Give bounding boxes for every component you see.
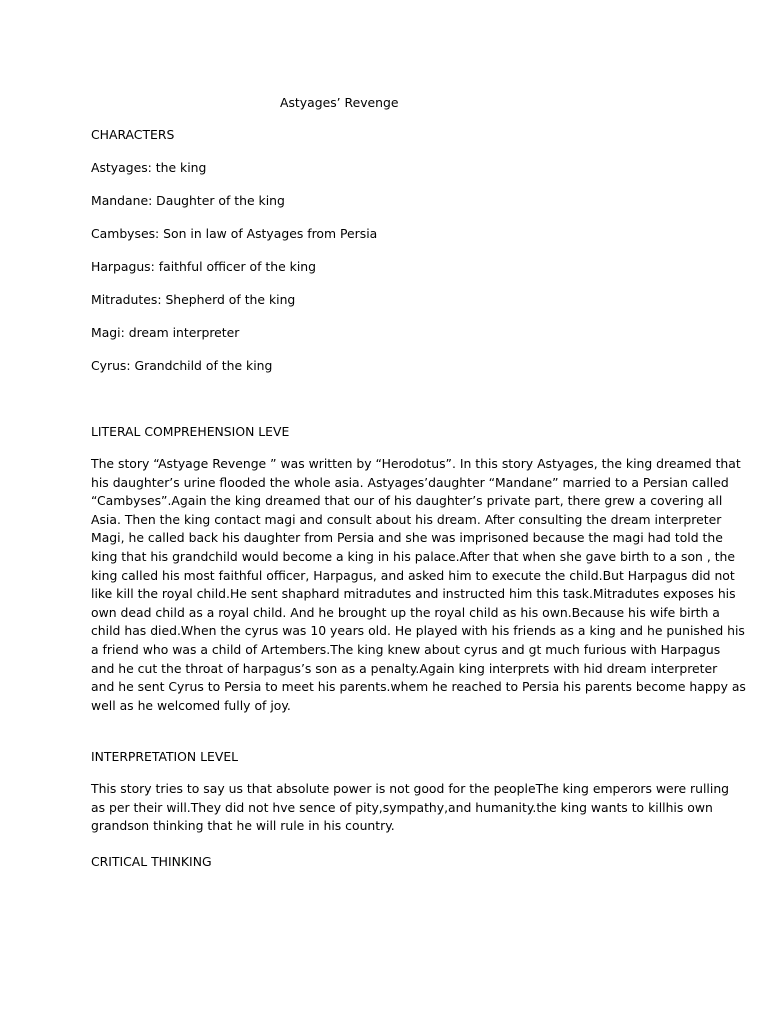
paragraph-line: a friend who was a child of Artembers.The king knew about cyrus and gt much furious with Harpagus: [91, 641, 721, 657]
paragraph-line: and he cut the throat of harpagus’s son as a penalty.Again king interprets with hid dream interpreter: [91, 660, 718, 676]
paragraph-line: child has died.When the cyrus was 10 years old. He played with his friends as a king and he punished his: [91, 623, 745, 639]
character-item: Mandane: Daughter of the king: [91, 193, 285, 208]
paragraph-line: Magi, he called back his daughter from Persia and she was imprisoned because the magi had told the: [91, 530, 723, 546]
paragraph-line: like kill the royal child.He sent shaphard mitradutes and instructed him this task.Mitradutes exposes his: [91, 586, 736, 602]
paragraph-line: king that his grandchild would become a king in his palace.After that when she gave birth to a son , the: [91, 548, 736, 564]
paragraph-line: The story “Astyage Revenge ” was written by “Herodotus”. In this story Astyages, the king dreamed that: [91, 456, 741, 471]
critical-heading: CRITICAL THINKING: [91, 854, 212, 869]
paragraph-line: as per their will.They did not hve sence of pity,sympathy,and humanity.the king wants to killhis own: [91, 799, 713, 815]
document-title: Astyages’ Revenge: [280, 95, 399, 110]
character-item: Cambyses: Son in law of Astyages from Persia: [91, 226, 378, 241]
characters-heading: CHARACTERS: [91, 127, 175, 142]
interpretation-paragraph: [91, 780, 730, 836]
character-item: Mitradutes: Shepherd of the king: [91, 292, 296, 307]
character-item: Magi: dream interpreter: [91, 325, 240, 340]
character-item: Cyrus: Grandchild of the king: [91, 358, 273, 373]
paragraph-line: Asia. Then the king contact magi and consult about his dream. After consulting the dream interpreter: [91, 511, 722, 527]
character-item: Harpagus: faithful officer of the king: [91, 259, 316, 274]
paragraph-line: This story tries to say us that absolute power is not good for the peopleThe king emperors were rulling: [91, 781, 730, 796]
paragraph-line: king called his most faithful officer, Harpagus, and asked him to execute the child.But Harpagus did not: [91, 567, 735, 583]
paragraph-line: grandson thinking that he will rule in his country.: [91, 818, 395, 834]
paragraph-line: “Cambyses”.Again the king dreamed that our of his daughter’s private part, there grew a covering all: [91, 493, 723, 509]
paragraph-line: own dead child as a royal child. And he brought up the royal child as his own.Because his wife birth a: [91, 604, 720, 620]
paragraph-line: and he sent Cyrus to Persia to meet his parents.whem he reached to Persia his parents become happy as: [91, 679, 746, 695]
character-item: Astyages: the king: [91, 160, 207, 175]
paragraph-line: well as he welcomed fully of joy.: [91, 697, 291, 713]
literal-paragraph: [91, 455, 746, 715]
paragraph-line: his daughter’s urine flooded the whole asia. Astyages’daughter “Mandane” married to a Persian called: [91, 474, 729, 490]
interpretation-heading: INTERPRETATION LEVEL: [91, 749, 239, 764]
literal-heading: LITERAL COMPREHENSION LEVE: [91, 424, 290, 439]
